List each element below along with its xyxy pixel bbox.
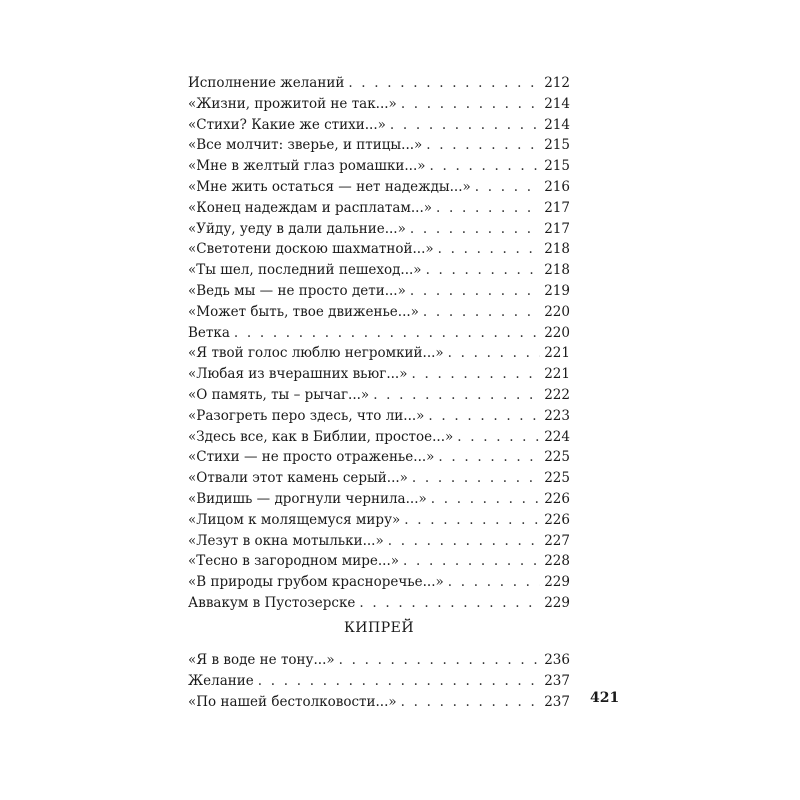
toc-entry xyxy=(188,593,570,614)
toc-entry-title: «Конец надеждам и расплатам...» xyxy=(188,199,433,216)
dot-leader xyxy=(412,468,540,489)
toc-entry-page: 217 xyxy=(544,220,570,237)
toc-entry-page: 218 xyxy=(544,262,570,279)
page-number: 421 xyxy=(590,690,620,706)
toc-entry xyxy=(188,73,570,94)
dot-leader xyxy=(348,73,540,94)
toc-entry xyxy=(188,551,570,572)
toc-entry xyxy=(188,406,570,427)
toc-entry xyxy=(188,219,570,240)
dot-leader xyxy=(457,427,540,448)
toc-entry-title: Ветка xyxy=(188,324,230,341)
toc-entry-title: «Может быть, твое движенье...» xyxy=(188,303,419,320)
toc-entry-title: «Ведь мы — не просто дети...» xyxy=(188,282,406,299)
dot-leader xyxy=(359,593,540,614)
toc-entry-title: «Ты шел, последний пешеход...» xyxy=(188,262,422,279)
toc-entry-page: 220 xyxy=(544,324,570,341)
dot-leader xyxy=(426,135,540,156)
toc-entry-page: 212 xyxy=(544,75,570,91)
toc-entry xyxy=(188,281,570,302)
toc-entry xyxy=(188,427,570,448)
dot-leader xyxy=(411,364,540,385)
dot-leader xyxy=(388,531,541,552)
dot-leader xyxy=(475,177,540,198)
toc-entry xyxy=(188,468,570,489)
toc-entry-page: 221 xyxy=(544,345,570,362)
toc-entry xyxy=(188,177,570,198)
toc-entry-title: «Видишь — дрогнули чернила...» xyxy=(188,490,427,507)
dot-leader xyxy=(234,323,540,344)
toc-entry-page: 226 xyxy=(544,490,570,507)
toc-entry-page: 225 xyxy=(544,449,570,466)
toc-entry-title: «Стихи — не просто отраженье...» xyxy=(188,449,435,466)
toc-entry xyxy=(188,692,570,713)
toc-entry xyxy=(188,650,570,671)
toc-entry-title: «Я в воде не тону...» xyxy=(188,652,335,668)
toc-entry-title: «Лезут в окна мотыльки...» xyxy=(188,532,384,549)
toc-entry-title: «Все молчит: зверье, и птицы...» xyxy=(188,137,423,154)
toc-entry-title: «Светотени доскою шахматной...» xyxy=(188,241,434,258)
toc-entry-title: «Здесь все, как в Библии, простое...» xyxy=(188,428,454,445)
toc-entry-page: 226 xyxy=(544,511,570,528)
dot-leader xyxy=(258,671,540,692)
toc-entry-title: «В природы грубом красноречье...» xyxy=(188,574,444,591)
toc-entry-page: 215 xyxy=(544,137,570,154)
toc-entry xyxy=(188,198,570,219)
toc-entry-title: «Лицом к молящемуся миру» xyxy=(188,511,401,528)
dot-leader xyxy=(431,489,540,510)
toc-entry-page: 216 xyxy=(544,178,570,195)
toc-entry-title: «Стихи? Какие же стихи...» xyxy=(188,116,386,133)
toc-entry-title: «О память, ты – рычаг...» xyxy=(188,386,370,403)
dot-leader xyxy=(438,239,541,260)
toc-entry-title: «Жизни, прожитой не так...» xyxy=(188,95,397,112)
dot-leader xyxy=(403,551,540,572)
toc-entry-page: 224 xyxy=(544,428,570,445)
toc-entry xyxy=(188,447,570,468)
toc-entry xyxy=(188,572,570,593)
toc-entry-page: 220 xyxy=(544,303,570,320)
toc-entry xyxy=(188,115,570,136)
dot-leader xyxy=(410,281,540,302)
toc-entry-page: 214 xyxy=(544,95,570,112)
toc-entry-page: 217 xyxy=(544,199,570,216)
dot-leader xyxy=(339,650,541,671)
section-toc-list xyxy=(188,650,570,712)
toc-entry xyxy=(188,531,570,552)
dot-leader xyxy=(448,572,540,593)
toc-entry-title: «Тесно в загородном мире...» xyxy=(188,553,399,570)
toc-entry-page: 218 xyxy=(544,241,570,258)
toc-entry-title: «Мне жить остаться — нет надежды...» xyxy=(188,178,471,195)
toc-entry-title: «Любая из вчерашних вьюг...» xyxy=(188,366,408,383)
toc-entry xyxy=(188,489,570,510)
toc-entry-page: 223 xyxy=(544,407,570,424)
toc-entry xyxy=(188,135,570,156)
dot-leader xyxy=(423,302,540,323)
toc-entry-title: «Разогреть перо здесь, что ли...» xyxy=(188,407,425,424)
toc-entry-page: 222 xyxy=(544,386,570,403)
toc-entry xyxy=(188,343,570,364)
section-heading: КИПРЕЙ xyxy=(343,620,415,636)
toc-entry-page: 214 xyxy=(544,116,570,133)
dot-leader xyxy=(436,198,540,219)
toc-entry xyxy=(188,94,570,115)
dot-leader xyxy=(390,115,540,136)
toc-entry-page: 229 xyxy=(544,574,570,591)
dot-leader xyxy=(428,406,540,427)
dot-leader xyxy=(410,219,540,240)
toc-entry-page: 237 xyxy=(544,693,570,710)
toc-list xyxy=(188,73,570,614)
toc-entry-page: 237 xyxy=(544,672,570,689)
toc-entry-title: Исполнение желаний xyxy=(188,75,345,91)
toc-entry-title: Желание xyxy=(188,672,254,689)
toc-entry-title: «Я твой голос люблю негромкий...» xyxy=(188,345,444,362)
toc-entry-title: «По нашей бестолковости...» xyxy=(188,693,397,710)
dot-leader xyxy=(426,260,541,281)
toc-entry-title: Аввакум в Пустозерске xyxy=(188,594,356,611)
toc-entry xyxy=(188,323,570,344)
dot-leader xyxy=(401,94,540,115)
toc-entry xyxy=(188,156,570,177)
toc-entry-title: «Мне в желтый глаз ромашки...» xyxy=(188,158,426,175)
toc-entry-page: 225 xyxy=(544,470,570,487)
toc-entry-page: 215 xyxy=(544,158,570,175)
toc-entry xyxy=(188,239,570,260)
toc-entry xyxy=(188,671,570,692)
dot-leader xyxy=(448,343,541,364)
toc-entry-page: 228 xyxy=(544,553,570,570)
toc-entry xyxy=(188,385,570,406)
dot-leader xyxy=(401,692,541,713)
toc-entry-page: 221 xyxy=(544,366,570,383)
toc-entry-page: 229 xyxy=(544,594,570,611)
toc-entry xyxy=(188,302,570,323)
toc-entry-title: «Отвали этот камень серый...» xyxy=(188,470,408,487)
toc-entry xyxy=(188,260,570,281)
dot-leader xyxy=(438,447,540,468)
toc-entry-page: 236 xyxy=(544,652,570,668)
toc-entry xyxy=(188,364,570,385)
dot-leader xyxy=(373,385,540,406)
toc-entry-page: 219 xyxy=(544,282,570,299)
toc-entry-title: «Уйду, уеду в дали дальние...» xyxy=(188,220,406,237)
toc-entry xyxy=(188,510,570,531)
toc-entry-page: 227 xyxy=(544,532,570,549)
dot-leader xyxy=(404,510,540,531)
dot-leader xyxy=(430,156,541,177)
